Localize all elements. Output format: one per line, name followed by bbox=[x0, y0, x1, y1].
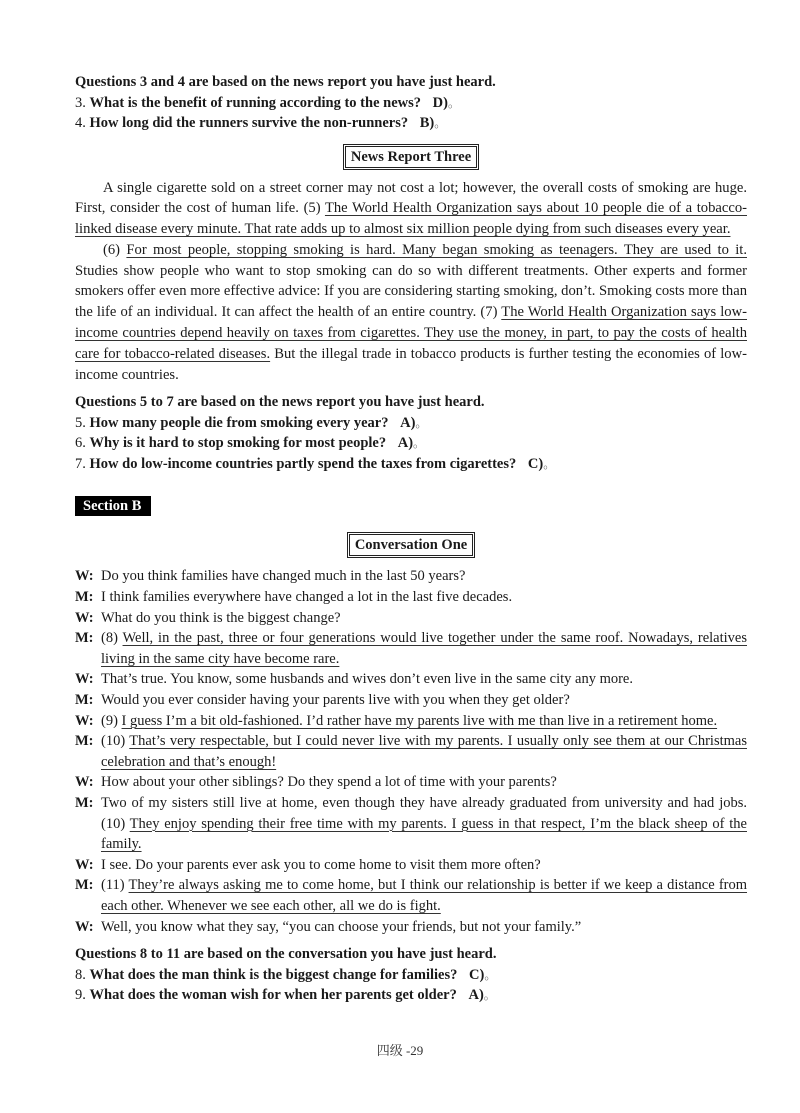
underlined-answer-6: For most people, stopping smoking is hard. Many began smoking as teenagers. They are used to it. bbox=[126, 241, 747, 258]
question-number: 8. bbox=[75, 966, 86, 983]
paragraph-text: But the illegal trade in tobacco products is further testing the economies of low-income countries. bbox=[75, 345, 747, 383]
dialog-turn bbox=[75, 917, 747, 938]
question-number: 3. bbox=[75, 94, 86, 111]
question-item bbox=[75, 433, 747, 454]
turn-text: (10) bbox=[101, 733, 130, 750]
question-text: How long did the runners survive the non-runners? bbox=[89, 115, 409, 131]
period-mark: 。 bbox=[415, 415, 428, 430]
question-number: 5. bbox=[75, 414, 86, 431]
turn-text: (9) bbox=[101, 712, 122, 729]
questions-8-11-block bbox=[75, 944, 747, 1006]
underlined-answer-7: The World Health Organization says low-income countries depend heavily on taxes from cigarettes. They use the money, in part, to pay the costs of health care for tobacco-related diseases. bbox=[75, 304, 748, 362]
turn-text: What do you think is the biggest change? bbox=[101, 609, 341, 626]
period-mark: 。 bbox=[483, 988, 496, 1003]
dialog-turn bbox=[75, 628, 747, 669]
answer-letter: A) bbox=[468, 987, 484, 1004]
question-number: 9. bbox=[75, 987, 86, 1004]
dialog-turn bbox=[75, 711, 747, 732]
speaker-label: W: bbox=[75, 774, 94, 791]
speaker-label: W: bbox=[75, 568, 94, 585]
news-paragraph-1 bbox=[75, 178, 747, 240]
question-number: 4. bbox=[75, 115, 86, 131]
dialog-turn bbox=[75, 731, 747, 772]
speaker-label: W: bbox=[75, 609, 94, 626]
question-text: How many people die from smoking every year? bbox=[89, 414, 389, 431]
turn-text: I think families everywhere have changed a lot in the last five decades. bbox=[101, 589, 513, 606]
speaker-label: W: bbox=[75, 856, 94, 873]
speaker-label: M: bbox=[75, 630, 94, 647]
speaker-label: M: bbox=[75, 795, 94, 811]
question-item bbox=[75, 413, 747, 434]
question-item bbox=[75, 965, 747, 986]
period-mark: 。 bbox=[434, 116, 447, 130]
section-b-label: Section B bbox=[75, 496, 151, 516]
conversation-title: Conversation One bbox=[347, 532, 475, 558]
speaker-label: W: bbox=[75, 671, 94, 688]
underlined-answer-8: Well, in the past, three or four generations would live together under the same roof. Nowadays, relatives living in the same city have become rare. bbox=[101, 630, 747, 667]
question-text: Why is it hard to stop smoking for most people? bbox=[89, 435, 387, 452]
dialog-turn bbox=[75, 793, 747, 855]
question-item bbox=[75, 985, 747, 1006]
question-text: What is the benefit of running according to the news? bbox=[89, 94, 421, 111]
answer-letter: C) bbox=[527, 455, 544, 472]
dialog-turn bbox=[75, 875, 747, 916]
dialog-turn bbox=[75, 566, 747, 587]
period-mark: 。 bbox=[413, 436, 426, 451]
answer-letter: B) bbox=[419, 115, 435, 131]
questions-3-4-block bbox=[75, 72, 747, 134]
speaker-label: W: bbox=[75, 918, 94, 935]
question-number: 7. bbox=[75, 455, 86, 472]
question-number: 6. bbox=[75, 435, 86, 452]
period-mark: 。 bbox=[447, 95, 460, 110]
answer-letter: D) bbox=[432, 94, 448, 111]
speaker-label: M: bbox=[75, 692, 94, 709]
turn-text: (8) bbox=[101, 630, 123, 647]
question-text: What does the man think is the biggest change for families? bbox=[89, 966, 458, 983]
turn-text: That’s true. You know, some husbands and wives don’t even live in the same city any more. bbox=[101, 671, 633, 688]
turn-text: How about your other siblings? Do they spend a lot of time with your parents? bbox=[101, 774, 557, 791]
question-item bbox=[75, 93, 747, 114]
speaker-label: M: bbox=[75, 877, 94, 894]
news-report-title: News Report Three bbox=[343, 144, 479, 170]
turn-text: Two of my sisters still live at home, even though they have already graduated from university and had jobs. (10) bbox=[101, 795, 747, 832]
conversation-transcript bbox=[75, 566, 747, 937]
underlined-answer-10: That’s very respectable, but I could never live with my parents. I usually only see them at our Christmas celebration and that’s enough! bbox=[101, 733, 747, 770]
answer-letter: A) bbox=[400, 414, 416, 431]
turn-text: Would you ever consider having your parents live with you when they get older? bbox=[101, 692, 570, 709]
dialog-turn bbox=[75, 587, 747, 608]
answer-letter: C) bbox=[469, 966, 485, 983]
dialog-turn bbox=[75, 608, 747, 629]
underlined-answer-5: The World Health Organization says about 10 people die of a tobacco-linked disease every minute. That rate adds up to almost six million people dying from such diseases every year. bbox=[75, 200, 747, 238]
turn-text: I see. Do your parents ever ask you to come home to visit them more often? bbox=[101, 856, 541, 873]
underlined-answer-10b: They enjoy spending their free time with my parents. I guess in that respect, I’m the black sheep of the family. bbox=[101, 815, 747, 853]
underlined-answer-11: They’re always asking me to come home, but I think our relationship is better if we keep a distance from each other. Whenever we see each other, all we do is fight. bbox=[101, 877, 748, 914]
underlined-answer-9: I guess I’m a bit old-fashioned. I’d rather have my parents live with me than live in a retirement home. bbox=[121, 712, 718, 729]
paragraph-text: Studies show people who want to stop smoking can do so with different treatments. Other experts and former smokers offer even more effective advice: If you are considering starting smoking, don’t. Smoking costs more than the life of an individual. It can affect the health of an entire country. (7) bbox=[75, 262, 747, 321]
question-text: What does the woman wish for when her parents get older? bbox=[89, 987, 457, 1004]
answer-letter: A) bbox=[397, 435, 414, 452]
question-text: How do low-income countries partly spend the taxes from cigarettes? bbox=[89, 455, 517, 472]
dialog-turn bbox=[75, 690, 747, 711]
speaker-label: M: bbox=[75, 589, 94, 606]
questions-heading: Questions 3 and 4 are based on the news report you have just heard. bbox=[75, 74, 496, 90]
dialog-turn bbox=[75, 772, 747, 793]
question-item bbox=[75, 454, 747, 475]
questions-5-7-block bbox=[75, 392, 747, 474]
news-report-three-header bbox=[75, 144, 747, 170]
paragraph-text: A single cigarette sold on a street corner may not cost a lot; however, the overall costs of smoking are huge. First, consider the cost of human life. (5) bbox=[75, 179, 747, 217]
conversation-one-header bbox=[75, 532, 747, 558]
dialog-turn bbox=[75, 669, 747, 690]
turn-text: Do you think families have changed much in the last 50 years? bbox=[101, 568, 466, 585]
dialog-turn bbox=[75, 855, 747, 876]
speaker-label: W: bbox=[75, 712, 94, 729]
page-number: 四级 -29 bbox=[376, 1043, 424, 1058]
period-mark: 。 bbox=[543, 456, 556, 471]
questions-heading: Questions 5 to 7 are based on the news report you have just heard. bbox=[75, 394, 485, 411]
speaker-label: M: bbox=[75, 733, 94, 750]
turn-text: (11) bbox=[101, 877, 129, 894]
turn-text: Well, you know what they say, “you can choose your friends, but not your family.” bbox=[101, 918, 582, 935]
news-paragraph-2 bbox=[75, 240, 747, 386]
period-mark: 。 bbox=[484, 967, 497, 982]
answer-key-page bbox=[75, 72, 747, 1006]
questions-heading: Questions 8 to 11 are based on the conversation you have just heard. bbox=[75, 946, 497, 963]
marker-6: (6) bbox=[103, 241, 127, 258]
question-item bbox=[75, 113, 747, 134]
